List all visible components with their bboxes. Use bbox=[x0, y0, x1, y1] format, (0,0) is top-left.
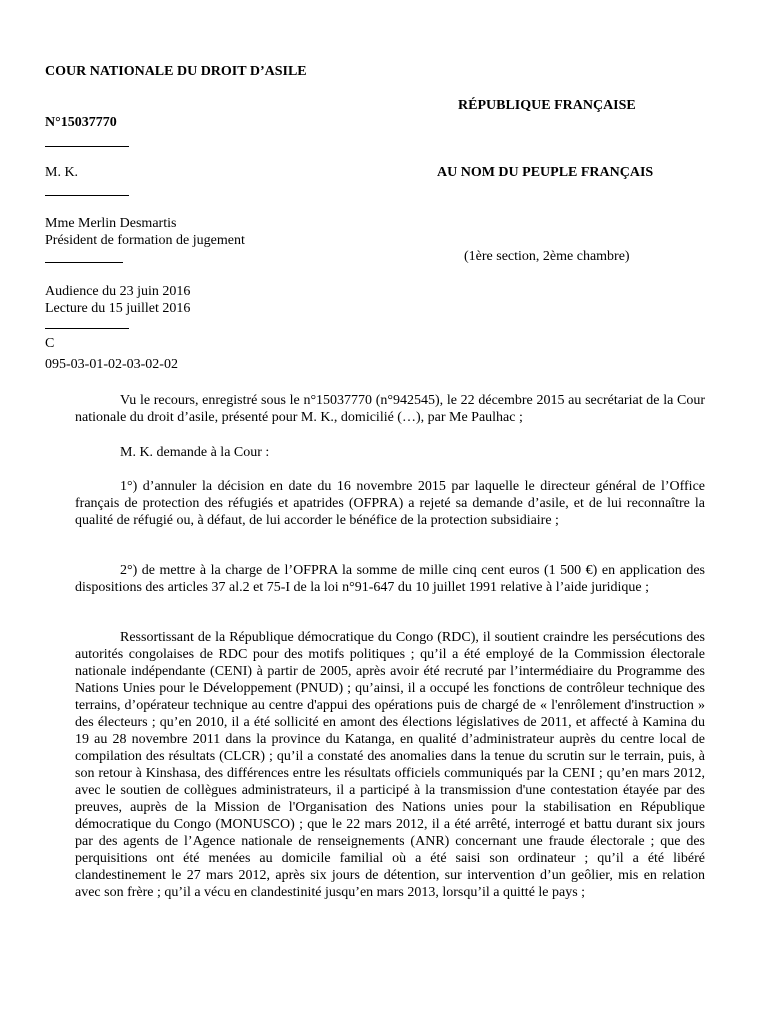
paragraph-claim-1 bbox=[75, 478, 705, 529]
paragraph-facts bbox=[75, 629, 705, 901]
paragraph-demande bbox=[75, 444, 705, 461]
paragraph-claim-2 bbox=[75, 562, 705, 596]
chamber-section: (1ère section, 2ème chambre) bbox=[464, 249, 630, 264]
paragraph-text: Ressortissant de la République démocratique du Congo (RDC), il soutient craindre les persécutions des autorités congolaises de RDC pour des motifs politiques ; qu’il a été employé de la Commission électorale nationale indépendante (CENI) à partir de 2005, après avoir été recruté par l’intermédiaire du Programme des Nations Unies pour le Développement (PNUD) ; qu’ainsi, il a occupé les fonctions de contrôleur technique des terrains, d’opérateur technique au centre d'appui des opérations puis de chargé de « l'enrôlement d'instruction » des électeurs ; qu’en 2010, il a été sollicité en amont des élections législatives de 2011, et affecté à Kamina du 19 au 28 novembre 2011 dans la province du Katanga, en qualité d’administrateur auprès du centre local de compilation des résultats (CLCR) ; qu’il a constaté des anomalies dans la tenue du scrutin sur le terrain, puis, à son retour à Kinshasa, des différences entre les résultats officiels communiqués par la CENI ; qu’en mars 2012, avec le soutien de collègues administrateurs, il a participé à la transmission d'une contestation étayée par des preuves, auprès de la Mission de l'Organisation des Nations unies pour la stabilisation en République démocratique du Congo (MONUSCO) ; que le 22 mars 2012, il a été arrêté, interrogé et battu durant six jours par des agents de l’Agence nationale de renseignements (ANR) concernant une fraude électorale ; que des perquisitions ont été menées au domicile familial où a été saisi son ordinateur ; qu’il a été libéré clandestinement le 27 mars 2012, après six jours de détention, sur intervention d’un geôlier, mis en relation avec son frère ; qu’il a vécu en clandestinité jusqu’en mars 2013, lorsqu’il a quitté le pays ; bbox=[75, 630, 705, 900]
in-name-heading: AU NOM DU PEUPLE FRANÇAIS bbox=[437, 165, 654, 180]
paragraph-text: M. K. demande à la Cour : bbox=[120, 445, 270, 460]
judge-title: Président de formation de jugement bbox=[45, 233, 245, 248]
separator-rule bbox=[45, 328, 129, 329]
reading-date: Lecture du 15 juillet 2016 bbox=[45, 301, 191, 316]
case-number: N°15037770 bbox=[45, 115, 117, 130]
paragraph-text: 2°) de mettre à la charge de l’OFPRA la somme de mille cinq cent euros (1 500 €) en application des dispositions des articles 37 al.2 et 75-I de la loi n°91-647 du 10 juillet 1991 relative à l’aide juridique ; bbox=[75, 563, 705, 595]
party-name: M. K. bbox=[45, 165, 79, 180]
judge-name: Mme Merlin Desmartis bbox=[45, 216, 177, 231]
classification-letter: C bbox=[45, 336, 55, 351]
hearing-date: Audience du 23 juin 2016 bbox=[45, 284, 191, 299]
paragraph-text: 1°) d’annuler la décision en date du 16 novembre 2015 par laquelle le directeur général de l’Office français de protection des réfugiés et apatrides (OFPRA) a rejeté sa demande d’asile, et de lui reconnaître la qualité de réfugié ou, à défaut, de lui accorder le bénéfice de la protection subsidiaire ; bbox=[75, 479, 705, 528]
paragraph-text: Vu le recours, enregistré sous le n°15037770 (n°942545), le 22 décembre 2015 au secrétariat de la Cour nationale du droit d’asile, présenté pour M. K., domicilié (…), par Me Paulhac ; bbox=[75, 393, 705, 425]
classification-code: 095-03-01-02-03-02-02 bbox=[45, 357, 178, 372]
separator-rule bbox=[45, 195, 129, 196]
republic-heading: RÉPUBLIQUE FRANÇAISE bbox=[458, 98, 636, 113]
separator-rule bbox=[45, 262, 123, 263]
separator-rule bbox=[45, 146, 129, 147]
paragraph-recours bbox=[75, 392, 705, 426]
court-name: COUR NATIONALE DU DROIT D’ASILE bbox=[45, 64, 307, 79]
